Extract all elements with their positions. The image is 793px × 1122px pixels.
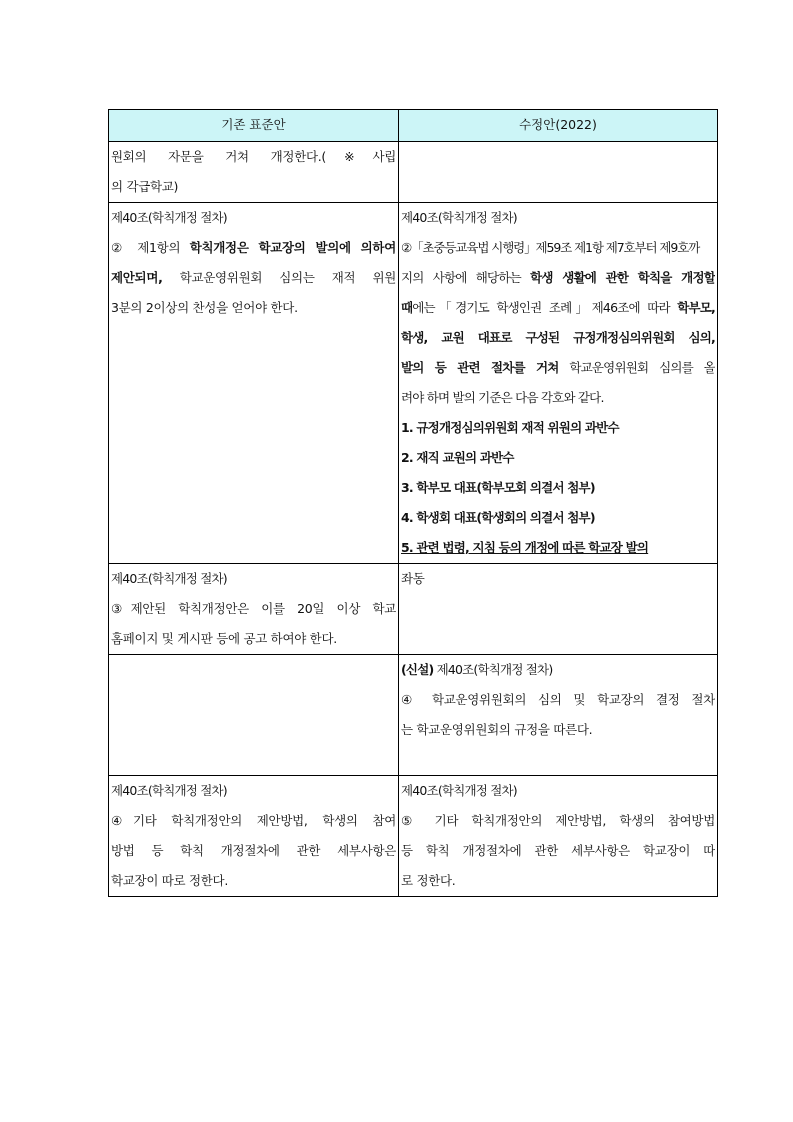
same-as-left-text: 좌동 [401,571,425,586]
bold-text: 제안되며, [111,270,163,285]
text-line [111,233,396,263]
text-part: 제40조(학칙개정 절차) [433,662,553,677]
text-line: ④기타 학칙개정안의 제안방법, 학생의 참여 [111,813,396,828]
header-existing: 기존 표준안 [109,110,399,142]
text-line [401,263,715,293]
bold-text: 학생, 교원 대표로 구성된 규정개정심의위원회 심의, [401,330,715,345]
row4-left [109,655,399,776]
text-part: 학교운영위원회 심의는 재적 위원 [162,270,396,285]
text-line [401,293,715,323]
list-item [401,473,715,503]
row3-right [399,564,718,655]
bold-text: 1. 규정개정심의위원회 재적 위원의 과반수 [401,420,619,435]
bold-text: 4. 학생회 대표(학생회의 의결서 첨부) [401,510,595,525]
text-line: 3분의 2이상의 찬성을 얻어야 한다. [111,300,298,315]
bold-text: 때 [401,300,413,315]
list-item [401,443,715,473]
bold-text: (신설) [401,662,434,677]
text-part: 지의 사항에 해당하는 [401,270,531,285]
text-line: 방법 등 학칙 개정절차에 관한 세부사항은 [111,843,396,858]
text-line [111,263,396,293]
text-line [401,323,715,353]
bold-text: 학생 생활에 관한 학칙을 개정할 [530,270,715,285]
row3-left [109,564,399,655]
table-row [109,564,718,655]
article-title [401,655,715,685]
text-line: ④ 학교운영위원회의 심의 및 학교장의 결정 절차 [401,692,715,707]
text-line: 는 학교운영위원회의 규정을 따른다. [401,722,593,737]
article-title: 제40조(학칙개정 절차) [111,210,227,225]
text-line: 학교장이 따로 정한다. [111,873,228,888]
table-row [109,142,718,203]
text-line: ⑤ 기타 학칙개정안의 제안방법, 학생의 참여방법 [401,813,715,828]
table-row [109,203,718,564]
article-title: 제40조(학칙개정 절차) [401,783,517,798]
bold-text: 3. 학부모 대표(학부모회 의결서 첨부) [401,480,595,495]
article-title: 제40조(학칙개정 절차) [401,210,517,225]
bold-text: 발의 등 관련 절차를 거쳐 [401,360,559,375]
list-item [401,503,715,533]
row2-right [399,203,718,564]
text-line: 려야 하며 발의 기준은 다음 각호와 같다. [401,390,604,405]
text-line: ③제안된 학칙개정안은 이를 20일 이상 학교 [111,601,396,616]
article-title: 제40조(학칙개정 절차) [111,571,227,586]
bold-text: 학칙개정은 학교장의 발의에 의하여 [189,240,396,255]
list-item [401,413,715,443]
comparison-table [108,109,718,897]
row1-right [399,142,718,203]
table-row [109,655,718,776]
text-line [401,353,715,383]
text-line: 등 학칙 개정절차에 관한 세부사항은 학교장이 따 [401,843,715,858]
row2-left [109,203,399,564]
text-part: 학교운영위원회 심의를 올 [558,360,715,375]
row5-right [399,776,718,897]
text-part: 에는「경기도 학생인권 조례」제46조에 따라 [412,300,678,315]
underlined-bold-text: 5. 관련 법령, 지침 등의 개정에 따른 학교장 발의 [401,540,649,555]
bold-text: 2. 재직 교원의 과반수 [401,450,514,465]
row5-left [109,776,399,897]
row1-left [109,142,399,203]
text-part: ② 제1항의 [111,240,190,255]
text-line: 의 각급학교) [111,179,179,194]
row4-right [399,655,718,776]
header-row [109,110,718,142]
text-line: 로 정한다. [401,873,456,888]
table-row [109,776,718,897]
text-line: 홈페이지 및 게시판 등에 공고 하여야 한다. [111,631,337,646]
bold-text: 학부모, [677,300,715,315]
list-item [401,533,715,563]
text-line: 원회의 자문을 거쳐 개정한다.(※사립 [111,149,396,164]
article-title: 제40조(학칙개정 절차) [111,783,227,798]
text-line: ②「초중등교육법 시행령」제59조 제1항 제7호부터 제9호까 [401,240,700,255]
header-revised: 수정안(2022) [399,110,718,142]
